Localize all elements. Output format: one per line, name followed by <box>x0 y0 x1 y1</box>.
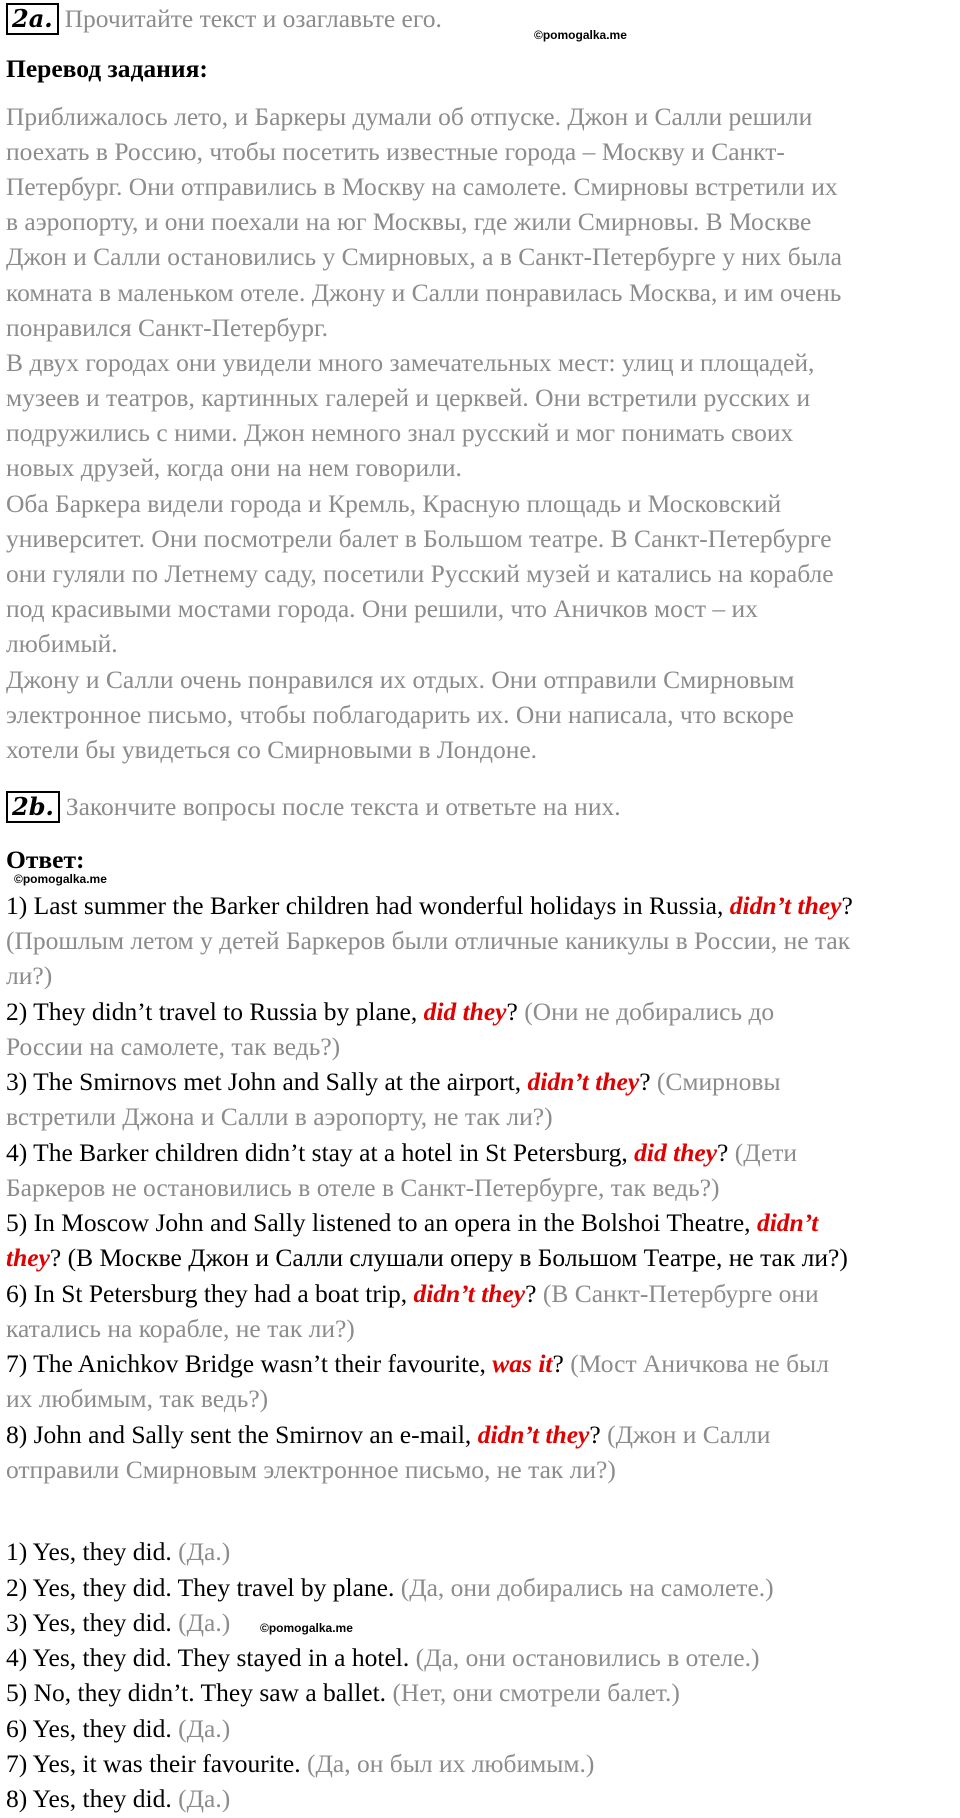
translation-line: понравился Санкт-Петербург. <box>6 313 329 342</box>
task-2a-tag: 2a. <box>6 3 59 35</box>
answer-translation: (Нет, они смотрели балет.) <box>392 1678 680 1707</box>
answer-text: 7) Yes, it was their favourite. <box>6 1749 307 1778</box>
question-mark: ? <box>841 891 853 920</box>
question-mark: ? <box>49 1243 68 1272</box>
translation-line: музеев и театров, картинных галерей и церквей. Они встретили русских и <box>6 383 811 412</box>
translation-line: они гуляли по Летнему саду, посетили Русский музей и катались на корабле <box>6 559 834 588</box>
answer-2 <box>6 1571 774 1605</box>
answer-5 <box>6 1676 680 1710</box>
question-translation: (Они не добирались до <box>524 997 775 1026</box>
answer-4 <box>6 1641 759 1675</box>
question-4-translation-cont: Баркеров не остановились в отеле в Санкт-Петербурге, так ведь?) <box>6 1173 720 1202</box>
question-1-translation-cont: ли?) <box>6 961 53 990</box>
task-2b-header <box>6 790 621 824</box>
question-5 <box>6 1206 818 1240</box>
question-tag: they <box>6 1243 50 1272</box>
answer-translation: (Да, они добирались на самолете.) <box>400 1573 774 1602</box>
translation-line: Джону и Салли очень понравился их отдых. Они отправили Смирновым <box>6 665 795 694</box>
question-translation: (В Москве Джон и Салли слушали оперу в Большом Театре, не так ли?) <box>67 1243 848 1272</box>
answer-1 <box>6 1535 230 1569</box>
question-translation: (Дети <box>734 1138 798 1167</box>
answer-text: 8) Yes, they did. <box>6 1784 179 1813</box>
question-translation: (Джон и Салли <box>607 1420 771 1449</box>
answer-text: 6) Yes, they did. <box>6 1714 179 1743</box>
translation-line: в аэропорту, и они поехали на юг Москвы, где жили Смирновы. В Москве <box>6 207 812 236</box>
watermark: ©pomogalka.me <box>260 1621 353 1635</box>
question-tag: didn’t they <box>413 1279 526 1308</box>
translation-line: любимый. <box>6 629 118 658</box>
question-tag: didn’t they <box>527 1067 640 1096</box>
translation-line: хотели бы увидеться со Смирновыми в Лондоне. <box>6 735 538 764</box>
translation-heading: Перевод задания: <box>6 54 208 83</box>
translation-line: Джон и Салли остановились у Смирновых, а в Санкт-Петербурге у них была <box>6 242 842 271</box>
question-text: 1) Last summer the Barker children had wonderful holidays in Russia, <box>6 891 730 920</box>
question-mark: ? <box>525 1279 543 1308</box>
question-text: 2) They didn’t travel to Russia by plane, <box>6 997 424 1026</box>
watermark: ©pomogalka.me <box>534 28 627 42</box>
translation-line: Приближалось лето, и Баркеры думали об отпуске. Джон и Салли решили <box>6 102 813 131</box>
answer-3 <box>6 1606 230 1640</box>
question-tag: did they <box>423 997 507 1026</box>
answer-translation: (Да.) <box>178 1714 231 1743</box>
question-3-translation-cont: встретили Джона и Салли в аэропорту, не так ли?) <box>6 1102 553 1131</box>
answer-translation: (Да, он был их любимым.) <box>307 1749 595 1778</box>
answer-7 <box>6 1747 594 1781</box>
answer-6 <box>6 1712 230 1746</box>
answer-translation: (Да.) <box>178 1784 231 1813</box>
question-6 <box>6 1277 819 1311</box>
translation-line: поехать в Россию, чтобы посетить известные города – Москву и Санкт- <box>6 137 785 166</box>
translation-line: электронное письмо, чтобы поблагодарить их. Они написала, что вскоре <box>6 700 794 729</box>
question-3 <box>6 1065 781 1099</box>
question-2 <box>6 995 774 1029</box>
task-2b-tag: 2b. <box>6 791 60 823</box>
question-1 <box>6 889 853 923</box>
task-2b-instruction: Закончите вопросы после текста и ответьте на них. <box>65 792 621 821</box>
question-text: 4) The Barker children didn’t stay at a hotel in St Petersburg, <box>6 1138 635 1167</box>
question-mark: ? <box>639 1067 657 1096</box>
question-translation: (В Санкт-Петербурге они <box>542 1279 819 1308</box>
question-8-translation-cont: отправили Смирновым электронное письмо, не так ли?) <box>6 1455 616 1484</box>
translation-line: Петербург. Они отправились в Москву на самолете. Смирновы встретили их <box>6 172 838 201</box>
answer-translation: (Да, они остановились в отеле.) <box>415 1643 760 1672</box>
answer-text: 3) Yes, they did. <box>6 1608 179 1637</box>
translation-line: университет. Они посмотрели балет в Большом театре. В Санкт-Петербурге <box>6 524 832 553</box>
question-tag: didn’t <box>756 1208 819 1237</box>
question-tag: did they <box>634 1138 718 1167</box>
question-translation: (Мост Аничкова не был <box>570 1349 829 1378</box>
answer-text: 1) Yes, they did. <box>6 1537 179 1566</box>
translation-line: подружились с ними. Джон немного знал русский и мог понимать своих <box>6 418 794 447</box>
translation-line: комната в маленьком отеле. Джону и Салли понравилась Москва, и им очень <box>6 278 842 307</box>
watermark: ©pomogalka.me <box>14 872 107 886</box>
translation-line: В двух городах они увидели много замечательных мест: улиц и площадей, <box>6 348 815 377</box>
answer-8 <box>6 1782 230 1816</box>
answer-translation: (Да.) <box>178 1608 231 1637</box>
question-text: 8) John and Sally sent the Smirnov an e-mail, <box>6 1420 478 1449</box>
question-tag: didn’t they <box>729 891 842 920</box>
question-mark: ? <box>506 997 525 1026</box>
question-tag: didn’t they <box>477 1420 590 1449</box>
question-mark: ? <box>589 1420 608 1449</box>
question-mark: ? <box>717 1138 735 1167</box>
question-mark: ? <box>552 1349 571 1378</box>
question-text: 6) In St Petersburg they had a boat trip, <box>6 1279 414 1308</box>
question-4 <box>6 1136 797 1170</box>
question-5-cont <box>6 1241 848 1275</box>
question-7 <box>6 1347 829 1381</box>
question-text: 3) The Smirnovs met John and Sally at the airport, <box>6 1067 528 1096</box>
question-2-translation-cont: России на самолете, так ведь?) <box>6 1032 341 1061</box>
answer-text: 5) No, they didn’t. They saw a ballet. <box>6 1678 393 1707</box>
translation-line: под красивыми мостами города. Они решили, что Аничков мост – их <box>6 594 758 623</box>
answer-text: 4) Yes, they did. They stayed in a hotel. <box>6 1643 416 1672</box>
question-8 <box>6 1418 770 1452</box>
question-7-translation-cont: их любимым, так ведь?) <box>6 1384 269 1413</box>
translation-line: Оба Баркера видели города и Кремль, Красную площадь и Московский <box>6 489 782 518</box>
answer-heading: Ответ: <box>6 845 85 874</box>
answer-translation: (Да.) <box>178 1537 231 1566</box>
answer-text: 2) Yes, they did. They travel by plane. <box>6 1573 401 1602</box>
question-1-translation: (Прошлым летом у детей Баркеров были отличные каникулы в России, не так <box>6 926 851 955</box>
question-6-translation-cont: катались на корабле, не так ли?) <box>6 1314 355 1343</box>
task-2a-header <box>6 2 442 36</box>
task-2a-instruction: Прочитайте текст и озаглавьте его. <box>64 4 442 33</box>
translation-line: новых друзей, когда они на нем говорили. <box>6 453 462 482</box>
question-text: 5) In Moscow John and Sally listened to an opera in the Bolshoi Theatre, <box>6 1208 757 1237</box>
question-tag: was it <box>492 1349 553 1378</box>
question-text: 7) The Anichkov Bridge wasn’t their favourite, <box>6 1349 493 1378</box>
question-translation: (Смирновы <box>656 1067 781 1096</box>
